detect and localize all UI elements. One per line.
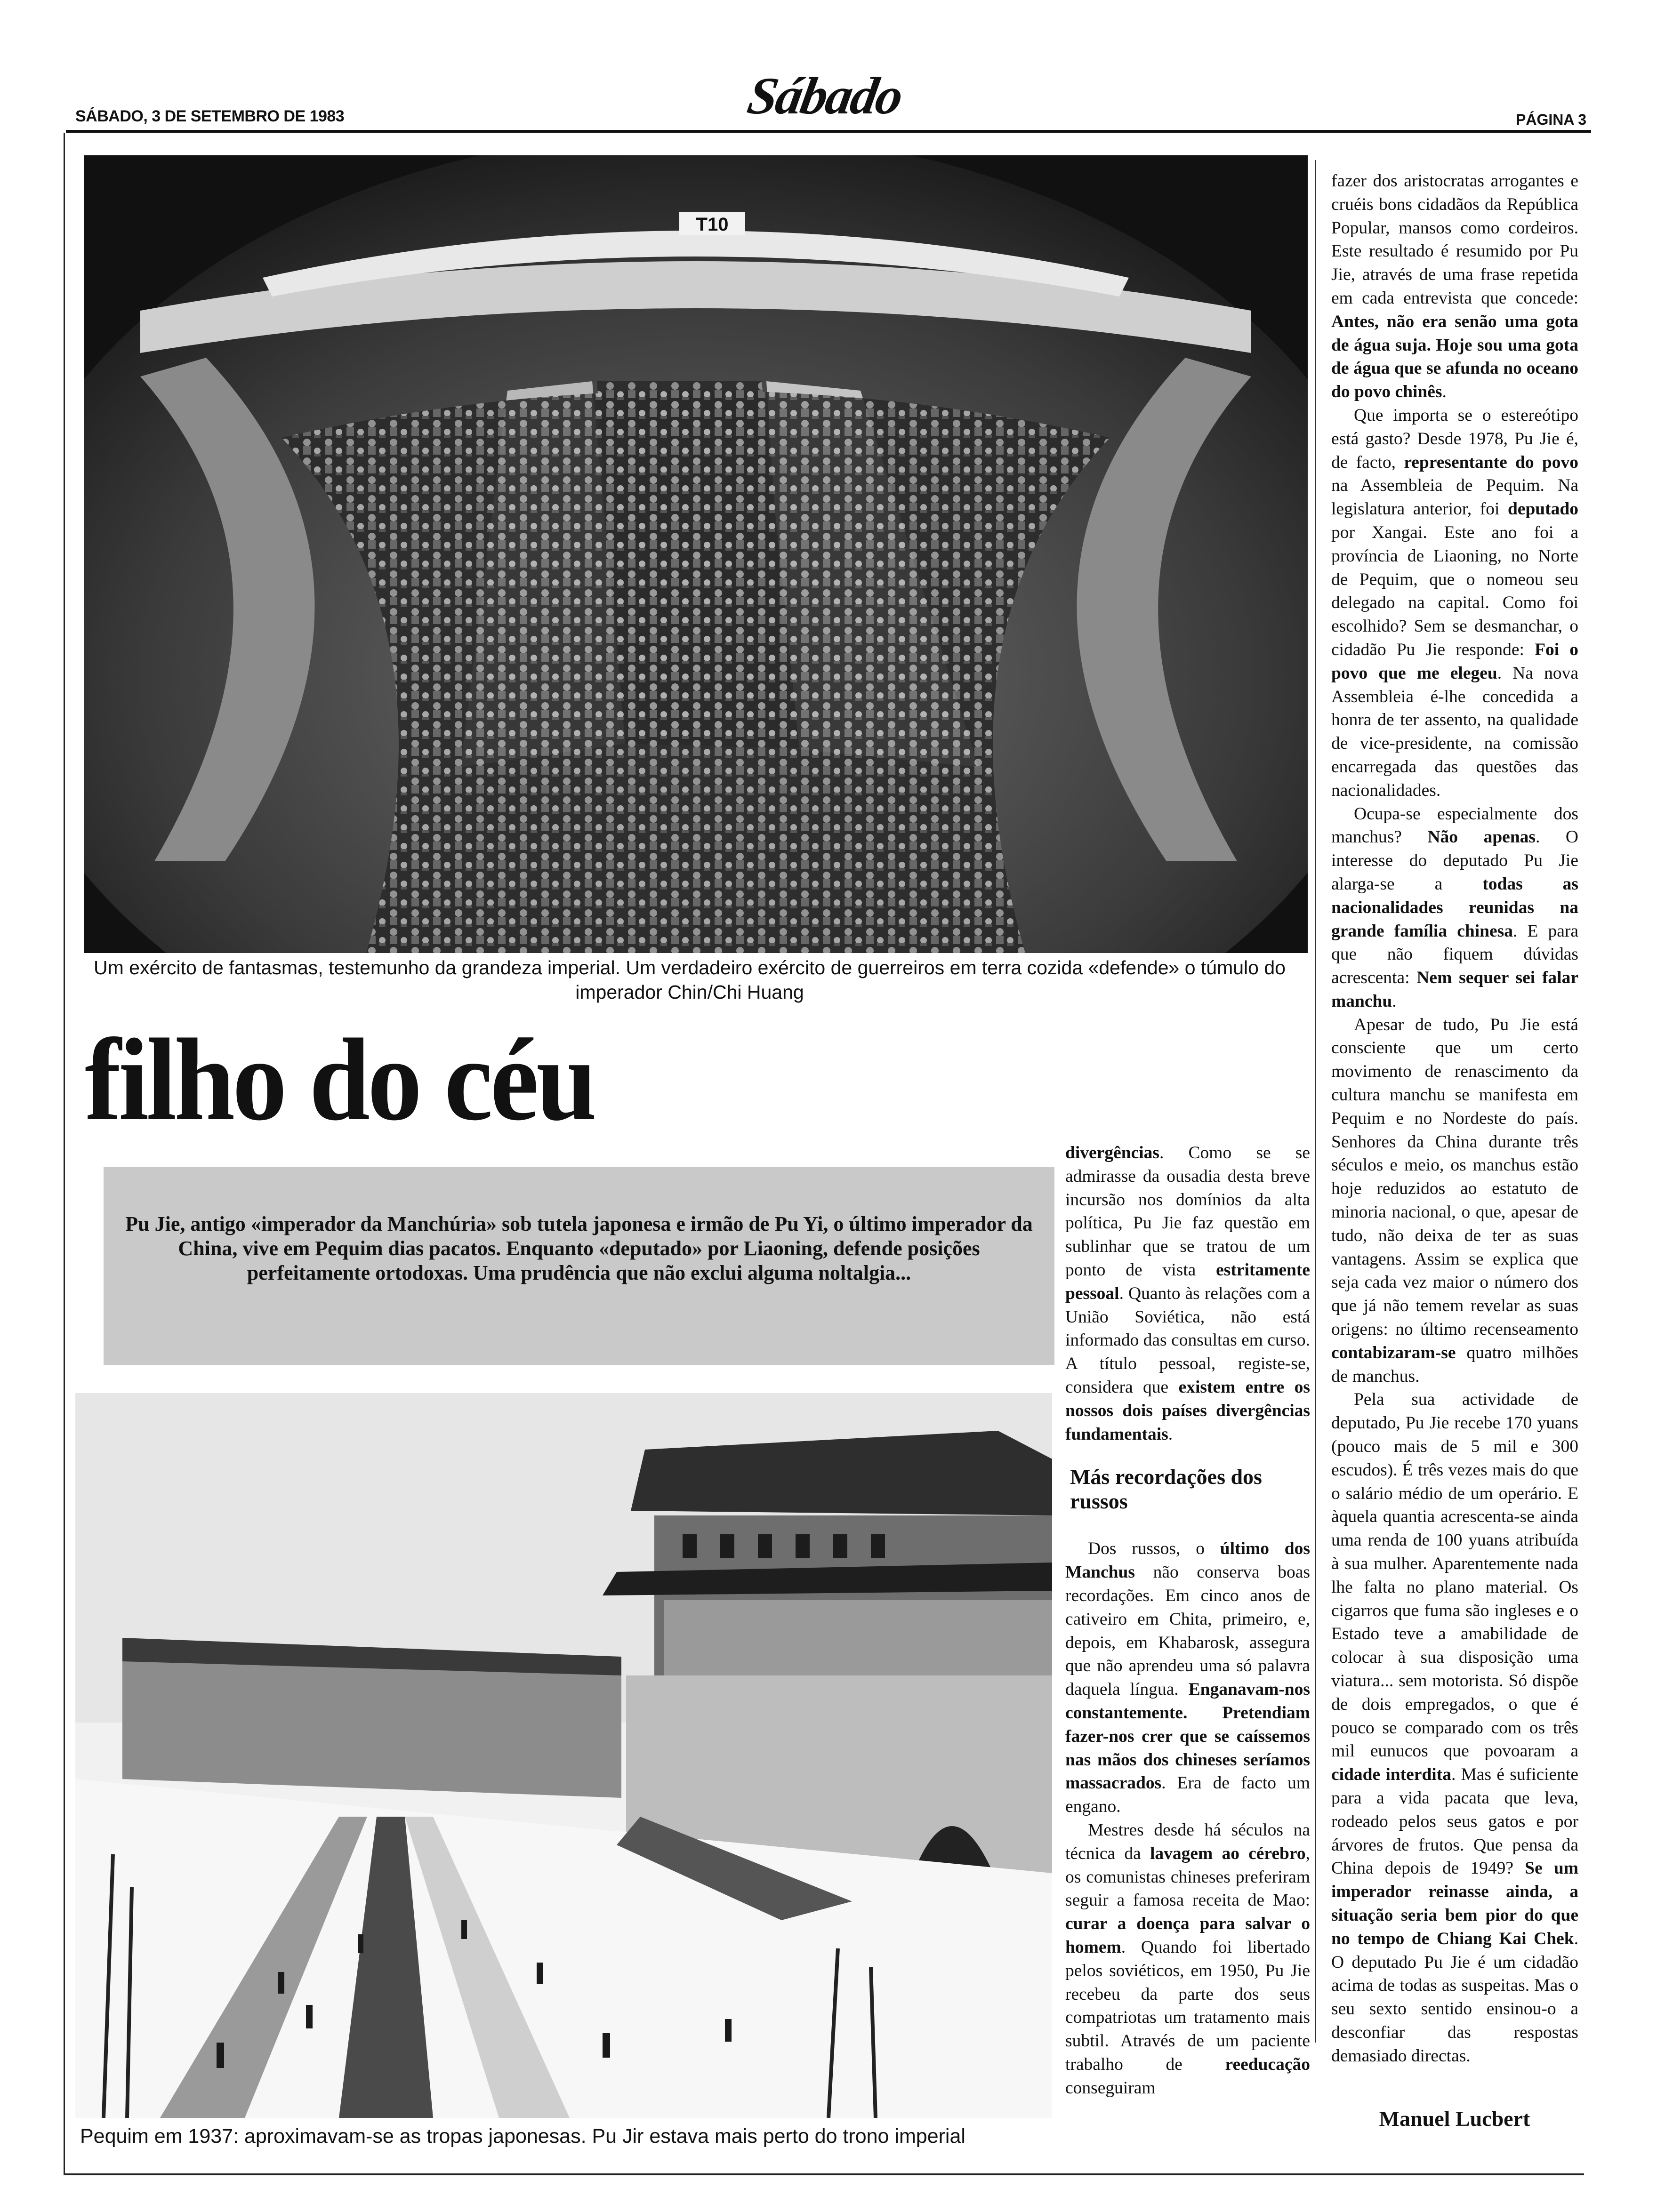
bottom-photo-caption: Pequim em 1937: aproximavam-se as tropas japonesas. Pu Jir estava mais perto do trono imperial	[80, 2125, 965, 2148]
paragraph: Que importa se o estereótipo está gasto? Desde 1978, Pu Jie é, de facto, representante do povo na Assembleia de Pequim. Na legislatura anterior, foi deputado por Xangai. Este ano foi a província de Liaoning, no Norte de Pequim, que o nomeou seu delegado na capital. Como foi escolhido? Sem se desmanchar, o cidadão Pu Jie responde: Foi o povo que me elegeu. Na nova Assembleia é-lhe concedida a honra de ter assento, na qualidade de vice-presidente, na comissão encarregada das questões das nacionalidades.	[1331, 405, 1579, 800]
pit-sign: T10	[696, 214, 729, 235]
paragraph: divergências. Como se se admirasse da ousadia desta breve incursão nos domínios da alta política, Pu Jie faz questão em sublinhar que se tratou de um ponto de vista estritamente pessoal. Quanto às relações com a União Soviética, não está informado das consultas em curso. A título pessoal, registe-se, considera que existem entre os nossos dois países divergências fundamentais.	[1065, 1143, 1311, 1444]
paragraph: Mestres desde há séculos na técnica da lavagem ao cérebro, os comunistas chineses preferiram seguir a famosa receita de Mao: curar a doença para salvar o homem. Quando foi libertado pelos soviéticos, em 1950, Pu Jie recebeu da parte dos seus compatriotas um tratamento mais subtil. Através de um paciente trabalho de reeducação conseguiram	[1065, 1820, 1310, 2098]
lead-paragraph: Pu Jie, antigo «imperador da Manchúria» sob tutela japonesa e irmão de Pu Yi, o último imperador da China, vive em Pequim dias pacatos. Enquanto «deputado» por Liaoning, defende posições perfeitamente ortodoxas. Uma prudência que não exclui alguma noltalgia...	[125, 1212, 1033, 1284]
newspaper-logo: Sábado	[743, 67, 907, 125]
top-photo-caption: Um exército de fantasmas, testemunho da grandeza imperial. Um verdadeiro exército de guerreiros em terra cozida «defende» o túmulo do imperador Chin/Chi Huang	[94, 957, 1286, 1003]
column-divider	[1315, 160, 1316, 2043]
terracotta-army-photo	[84, 155, 1308, 953]
paragraph: fazer dos aristocratas arrogantes e cruéis bons cidadãos da República Popular, mansos como cordeiros. Este resultado é resumido por Pu Jie, através de uma frase repetida em cada entrevista que concede: Antes, não era senão uma gota de água suja. Hoje sou uma gota de água que se afunda no oceano do povo chinês.	[1331, 171, 1578, 402]
paragraph: Ocupa-se especialmente dos manchus? Não apenas. O interesse do deputado Pu Jie alarga-se a todas as nacionalidades reunidas na grande família chinesa. E para que não fiquem dúvidas acrescenta: Nem sequer sei falar manchu.	[1331, 804, 1578, 1011]
paragraph: Apesar de tudo, Pu Jie está consciente que um certo movimento de renascimento da cultura manchu se manifesta em Pequim e no Nordeste do país. Senhores da China durante três séculos e meio, os manchus estão hoje reduzidos ao estatuto de minoria nacional, o que, apesar de tudo, não deixa de ter as suas vantagens. Assim se explica que seja cada vez maior o número dos que já não temem revelar as suas origens: no último recenseamento contabizaram-se quatro milhões de manchus.	[1331, 1015, 1578, 1386]
page-number: PÁGINA 3	[1516, 111, 1586, 128]
subheading: Más recordações dos russos	[1070, 1465, 1262, 1514]
article-column-middle	[1065, 1141, 1310, 2100]
header-rule	[66, 130, 1591, 133]
beijing-gate-photo	[75, 1393, 1052, 2118]
headline: filho do céu	[85, 1015, 595, 1145]
page-border-left	[64, 133, 65, 2175]
article-column-right	[1331, 169, 1578, 2068]
paragraph: Pela sua actividade de deputado, Pu Jie recebe 170 yuans (pouco mais de 5 mil e 300 escudos). É três vezes mais do que o salário médio de um operário. E àquela quantia acrescenta-se ainda uma renda de 100 yuans atribuída à sua mulher. Aparentemente nada lhe falta no plano material. Os cigarros que fuma são ingleses e o Estado teve a amabilidade de colocar à sua disposição uma viatura... sem motorista. Só dispõe de dois empregados, o que é pouco se comparado com os três mil eunucos que povoaram a cidade interdita. Mas é suficiente para a vida pacata que leva, rodeado pelos seus gatos e por árvores de frutos. Que pensa da China depois de 1949? Se um imperador reinasse ainda, a situação seria bem pior do que no tempo de Chiang Kai Chek. O deputado Pu Jie é um cidadão acima de todas as suspeitas. Mas o seu sexto sentido ensinou-o a desconfiar das respostas demasiado directas.	[1331, 1390, 1579, 2066]
paragraph: Dos russos, o último dos Manchus não conserva boas recordações. Em cinco anos de cativeiro em Chita, primeiro, e, depois, em Khabarosk, assegura que não aprendeu uma só palavra daquela língua. Enganavam-nos constantemente. Pretendiam fazer-nos crer que se caíssemos nas mãos dos chineses seríamos massacrados. Era de facto um engano.	[1065, 1539, 1310, 1817]
page-border-bottom	[64, 2173, 1584, 2175]
byline: Manuel Lucbert	[1379, 2107, 1530, 2131]
edition-date: SÁBADO, 3 DE SETEMBRO DE 1983	[75, 107, 345, 125]
